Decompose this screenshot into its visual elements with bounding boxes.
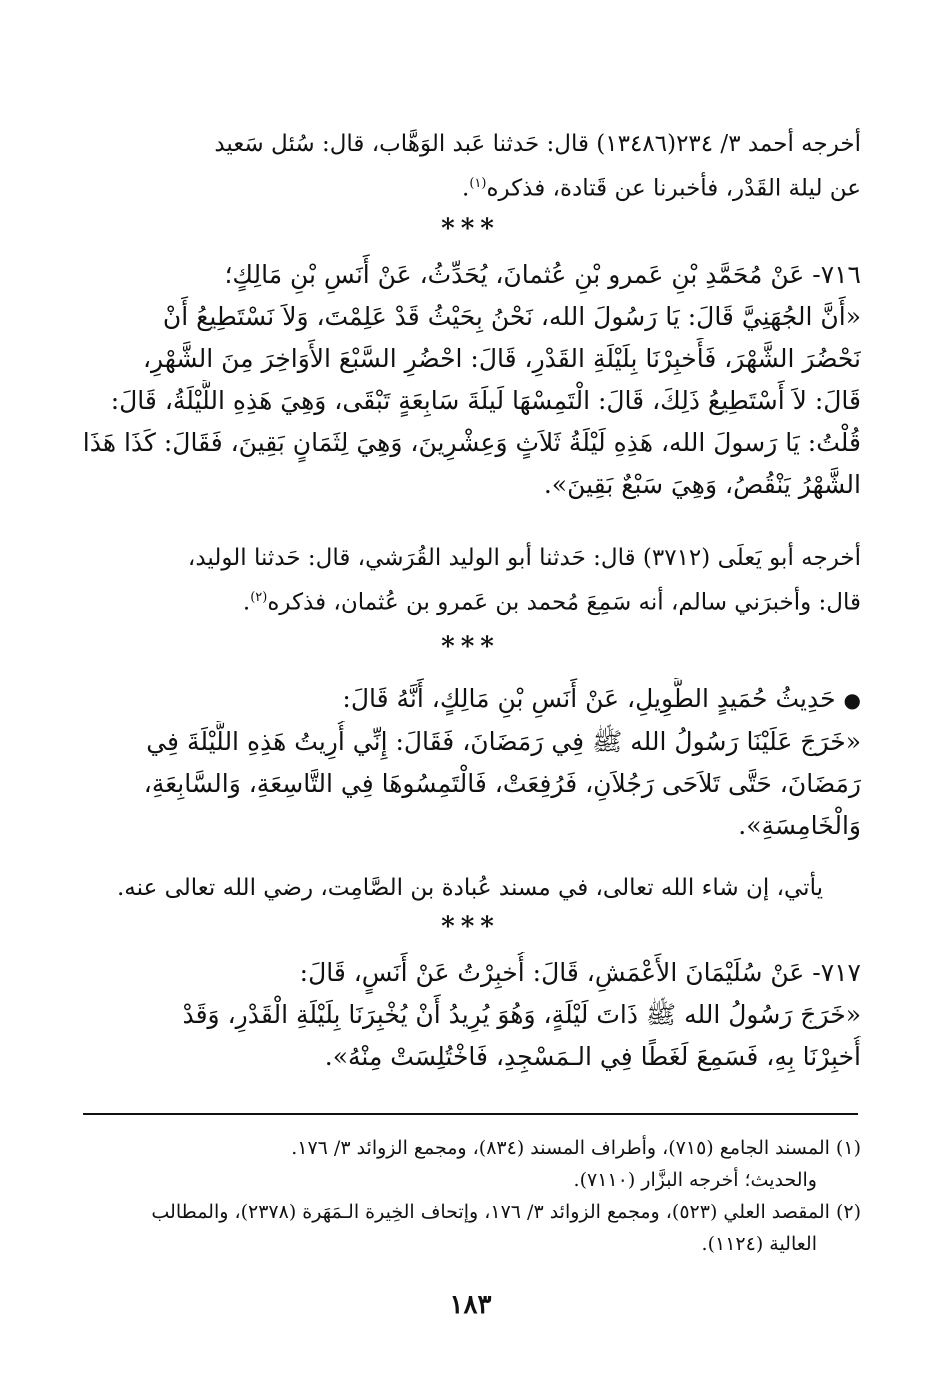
footnotes (79, 1132, 861, 1260)
footnote-ref-1[interactable]: (١) (469, 176, 487, 191)
hadith-line: وَالْخَامِسَةِ». (738, 811, 861, 840)
text-span: . (242, 589, 251, 616)
text-line: أخرجه أحمد ٣/ ٢٣٤(١٣٤٨٦) قال: حَدثنا عَبد الوَهَّاب، قال: سُئل سَعيد (214, 131, 861, 157)
hadith-line: «خَرَجَ عَلَيْنَا رَسُولُ الله ﷺ فِي رَمَضَانَ، فَقَالَ: إِنِّي أُرِيتُ هَذِهِ اللَّيْلَةَ فِي (146, 727, 861, 756)
hadith-716 (79, 254, 861, 506)
section-separator: *** (441, 912, 500, 942)
footnote-ref-2[interactable]: (٢) (250, 590, 268, 605)
hadith-line: نَحْضُرَ الشَّهْرَ، فَأَخبِرْنَا بِلَيْلَةِ القَدْرِ، قَالَ: احْضُرِ السَّبْعَ الأَوَاخِرَ مِنَ الشَّهْرِ، (142, 344, 861, 373)
hadith-line: «أَنَّ الجُهَنِيَّ قَالَ: يَا رَسُولَ الله، نَحْنُ بِحَيْثُ قَدْ عَلِمْتَ، وَلاَ نَسْتَطِيعُ أَنْ (162, 302, 861, 331)
hadith-line: قَالَ: لاَ أَسْتَطِيعُ ذَلِكَ، قَالَ: الْتَمِسْهَا لَيلَةَ سَابِعَةٍ تَبْقَى، وَهِيَ هَذِهِ اللَّيْلَةُ، قَالَ: (110, 386, 861, 415)
footnote-2: (٢) المقصد العلي (٥٢٣)، ومجمع الزوائد ٣/ ١٧٦، وإتحاف الخِيرة الـمَهَرة (٢٣٧٨)، والمطالب (151, 1201, 861, 1223)
hadith-line: رَمَضَانَ، حَتَّى تَلاَحَى رَجُلاَنِ، فَرُفِعَتْ، فَالْتَمِسُوهَا فِي التَّاسِعَةِ، وَالسَّابِعَةِ، (143, 769, 861, 798)
text-line (79, 578, 861, 623)
hadith-line: الشَّهْرُ يَنْقُصُ، وَهِيَ سَبْعٌ بَقِينَ». (543, 470, 861, 499)
section-separator: *** (441, 632, 500, 662)
footnote-2-continuation: العالية (١١٢٤). (701, 1233, 817, 1255)
hadith-line (79, 678, 861, 721)
text-span: . (462, 175, 470, 202)
text-line: أخرجه أبو يَعلَى (٣٧١٢) قال: حَدثنا أبو الوليد القُرَشي، قال: حَدثنا الوليد، (187, 545, 861, 571)
hadith-line: أُخبِرْنَا بِهِ، فَسَمِعَ لَغَطًا فِي الـمَسْجِدِ، فَاخْتُلِسَتْ مِنْهُ». (324, 1042, 861, 1071)
hadith-line: ٧١٧- عَنْ سُلَيْمَانَ الأَعْمَشِ، قَالَ: أُخبِرْتُ عَنْ أَنَسٍ، قَالَ: (299, 958, 861, 987)
hadith-line: ٧١٦- عَنْ مُحَمَّدِ بْنِ عَمرو بْنِ عُثمانَ، يُحَدِّثُ، عَنْ أَنَسِ بْنِ مَالِكٍ؛ (224, 260, 861, 289)
bullet-icon: ● (843, 688, 861, 712)
footnote-1-continuation: والحديث؛ أخرجه البزَّار (٧١١٠). (573, 1169, 817, 1191)
footnote-1: (١) المسند الجامع (٧١٥)، وأطراف المسند (٨٣٤)، ومجمع الزوائد ٣/ ١٧٦. (291, 1137, 861, 1159)
text-line (79, 164, 861, 209)
footnote-divider (83, 1113, 858, 1115)
takhrij-paragraph-2 (79, 538, 861, 623)
page-number: ١٨٣ (449, 1290, 492, 1320)
cross-reference-note (79, 868, 861, 908)
text-line: يأتي، إن شاء الله تعالى، في مسند عُبادة بن الصَّامِت، رضي الله تعالى عنه. (117, 875, 823, 901)
section-separator: *** (441, 214, 500, 244)
hadith-line: قُلْتُ: يَا رَسولَ الله، هَذِهِ لَيْلَةُ ثَلاَثٍ وَعِشْرِينَ، وَهِيَ لِثَمَانٍ بَقِينَ، فَقَالَ: كَذَا هَذَا (82, 428, 861, 457)
hadith-line: «خَرَجَ رَسُولُ الله ﷺ ذَاتَ لَيْلَةٍ، وَهُوَ يُرِيدُ أَنْ يُخْبِرَنَا بِلَيْلَةِ الْقَدْرِ، وَقَدْ (182, 1000, 861, 1029)
text-span: حَدِيثُ حُمَيدٍ الطَّوِيلِ، عَنْ أَنَسِ بْنِ مَالِكٍ، أَنَّهُ قَالَ: (342, 684, 836, 713)
hadith-hamid (79, 678, 861, 847)
takhrij-paragraph-1 (79, 124, 861, 209)
hadith-717 (79, 952, 861, 1078)
text-span: قال: وأخبرَني سالم، أنه سَمِعَ مُحمد بن عَمرو بن عُثمان، فذكره (267, 589, 861, 616)
text-span: عن ليلة القَدْر، فأخبرنا عن قَتادة، فذكره (486, 175, 861, 202)
